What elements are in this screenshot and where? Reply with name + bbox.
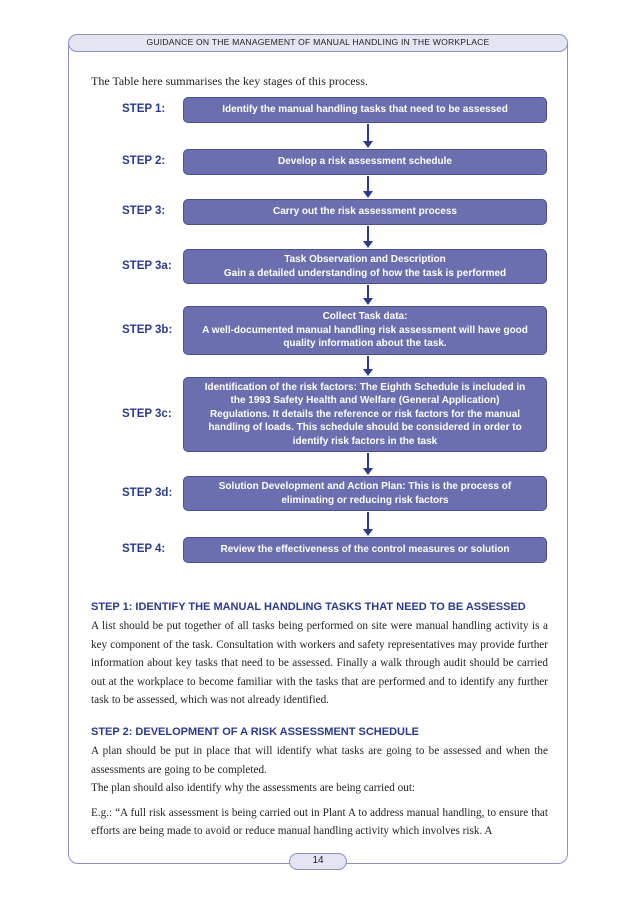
step-box — [183, 537, 547, 563]
step-label: STEP 3d: — [122, 486, 173, 499]
step1-body — [91, 617, 548, 710]
step-box-line: Carry out the risk assessment process — [273, 206, 457, 218]
step-label: STEP 3a: — [122, 259, 172, 272]
step-box-line: handling of loads. This schedule should be considered in order to — [208, 422, 522, 434]
step-box-line: A well-documented manual handling risk assessment will have good — [202, 324, 528, 336]
step-box — [183, 476, 547, 511]
step-box-line: Regulations. It details the reference or risk factors for the manual — [209, 408, 521, 420]
step-box-line: Task Observation and Description — [284, 254, 446, 265]
down-arrow-icon — [362, 453, 374, 476]
down-arrow-icon — [362, 226, 374, 249]
down-arrow-icon — [362, 124, 374, 149]
step-box-line: Solution Development and Action Plan: This is the process of — [218, 481, 512, 492]
step-label: STEP 3: — [122, 205, 166, 217]
step-label: STEP 3b: — [122, 323, 173, 336]
step1-paragraph: A list should be put together of all tasks being performed on site were manual handling activity is a key component of the task. Consultation with workers and safety representatives may provide further information about key tasks that need to be assessed. Finally a walk through audit should be carried out at the workplace to become familiar with the tasks that are performed and to identify any further task to be assessed, which was not already identified. — [91, 620, 548, 707]
down-arrow-icon — [362, 176, 374, 199]
down-arrow-icon — [362, 356, 374, 377]
step-box-line: Develop a risk assessment schedule — [278, 156, 452, 168]
step2-example: E.g.: “A full risk assessment is being carried out in Plant A to address manual handling, to ensure that efforts are being made to avoid or reduce manual handling activity which involves risk. A — [91, 806, 548, 838]
step-box-line: the 1993 Safety Health and Welfare (General Application) — [230, 395, 500, 407]
step-box-line: eliminating or reducing risk factors — [281, 494, 449, 506]
step1-heading: STEP 1: IDENTIFY THE MANUAL HANDLING TASKS THAT NEED TO BE ASSESSED — [91, 601, 526, 613]
page-number-tab — [289, 853, 347, 870]
step-box-line: Gain a detailed understanding of how the task is performed — [223, 267, 507, 279]
step-box — [183, 97, 547, 123]
step-box-line: Collect Task data: — [322, 311, 408, 323]
step-label: STEP 4: — [122, 543, 166, 555]
step2-paragraph-1: A plan should be put in place that will identify what tasks are going to be assessed and when the assessments are going to be completed. — [91, 745, 548, 776]
page-number: 14 — [312, 855, 324, 866]
step2-paragraph-2: The plan should also identify why the assessments are being carried out: — [91, 782, 416, 795]
step-box — [183, 306, 547, 355]
step-box — [183, 249, 547, 284]
step2-heading: STEP 2: DEVELOPMENT OF A RISK ASSESSMENT SCHEDULE — [91, 726, 420, 738]
step-box-line: quality information about the task. — [283, 338, 447, 350]
step-label: STEP 2: — [122, 155, 166, 167]
step-box-line: Review the effectiveness of the control measures or solution — [220, 544, 510, 556]
step-label: STEP 3c: — [122, 407, 172, 420]
step-box — [183, 199, 547, 225]
step-box — [183, 149, 547, 175]
step-box — [183, 377, 547, 452]
intro-text: The Table here summarises the key stages of this process. — [91, 74, 368, 88]
down-arrow-icon — [362, 285, 374, 306]
step2-body — [91, 742, 548, 841]
step-box-line: Identification of the risk factors: The Eighth Schedule is included in — [204, 381, 526, 393]
step-box-line: identify risk factors in the task — [292, 435, 438, 447]
step-box-line: Identify the manual handling tasks that need to be assessed — [222, 104, 508, 116]
down-arrow-icon — [362, 512, 374, 537]
step-label: STEP 1: — [122, 103, 166, 115]
header-title: GUIDANCE ON THE MANAGEMENT OF MANUAL HANDLING IN THE WORKPLACE — [146, 37, 490, 47]
